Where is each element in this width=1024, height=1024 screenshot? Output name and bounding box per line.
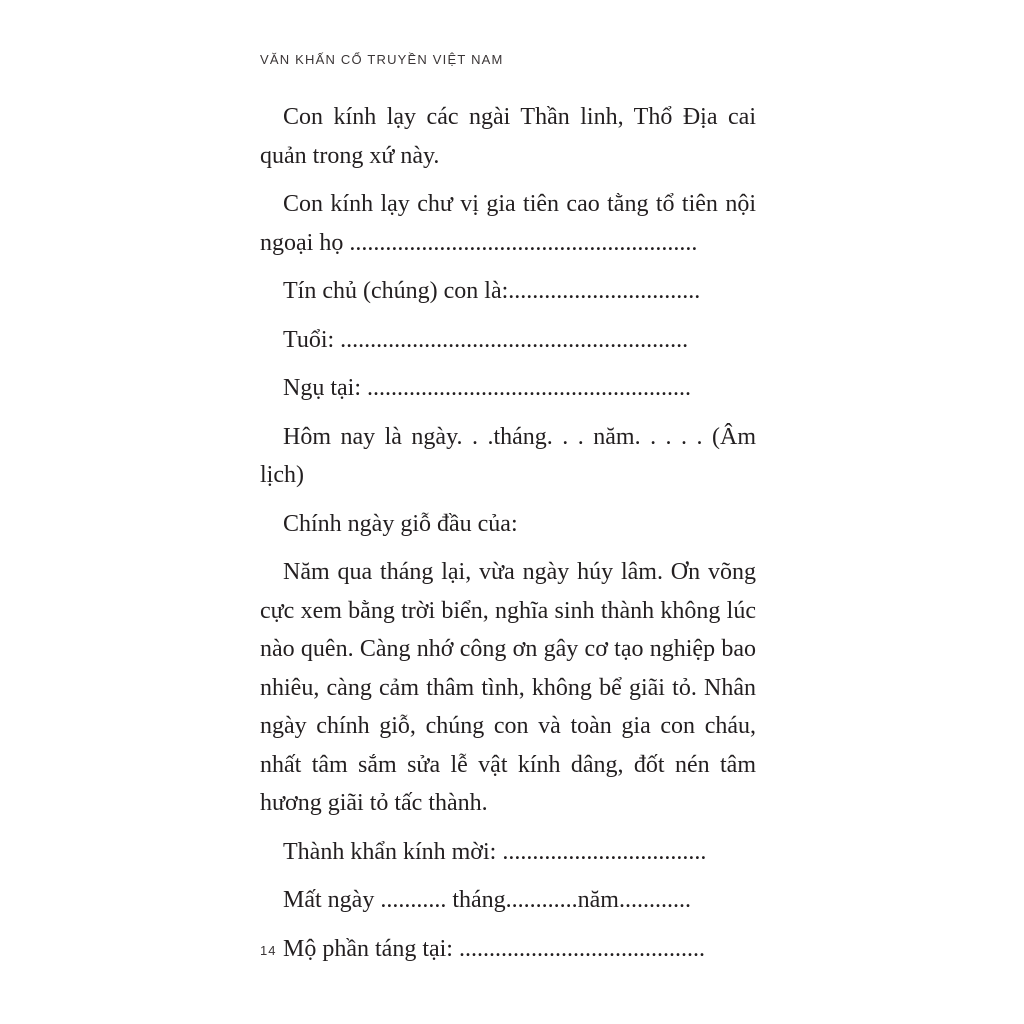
paragraph-date: Hôm nay là ngày. . .tháng. . . năm. . . . . (Âm lịch) bbox=[260, 423, 756, 488]
page-number: 14 bbox=[260, 943, 277, 958]
paragraph-death-date: Mất ngày ........... tháng............năm............ bbox=[283, 887, 691, 913]
running-header: VĂN KHẤN CỔ TRUYỀN VIỆT NAM bbox=[260, 52, 504, 67]
paragraph-invitation: Thành khẩn kính mời: .................................. bbox=[283, 838, 707, 865]
prayer-text bbox=[260, 98, 756, 978]
paragraph-anniversary-of: Chính ngày giỗ đầu của: bbox=[283, 510, 518, 537]
paragraph-residence: Ngụ tại: ...................................................... bbox=[283, 375, 691, 401]
paragraph-invocation-deities: Con kính lạy các ngài Thần linh, Thổ Địa cai quản trong xứ này. bbox=[260, 104, 756, 169]
paragraph-grave-location: Mộ phần táng tại: ......................................... bbox=[283, 935, 705, 962]
paragraph-main-prayer: Năm qua tháng lại, vừa ngày húy lâm. Ơn võng cực xem bằng trời biển, nghĩa sinh thành không lúc nào quên. Càng nhớ công ơn gây cơ tạo nghiệp bao nhiêu, càng cảm thâm tình, không bể giãi tỏ. Nhân ngày chính giỗ, chúng con và toàn gia con cháu, nhất tâm sắm sửa lễ vật kính dâng, đốt nén tâm hương giãi tỏ tấc thành. bbox=[260, 559, 756, 816]
paragraph-age: Tuổi: .......................................................... bbox=[283, 326, 689, 353]
paragraph-worshipper-name: Tín chủ (chúng) con là:................................ bbox=[283, 278, 701, 304]
paragraph-invocation-ancestors: Con kính lạy chư vị gia tiên cao tằng tổ tiên nội ngoại họ .......................................................... bbox=[260, 191, 756, 256]
